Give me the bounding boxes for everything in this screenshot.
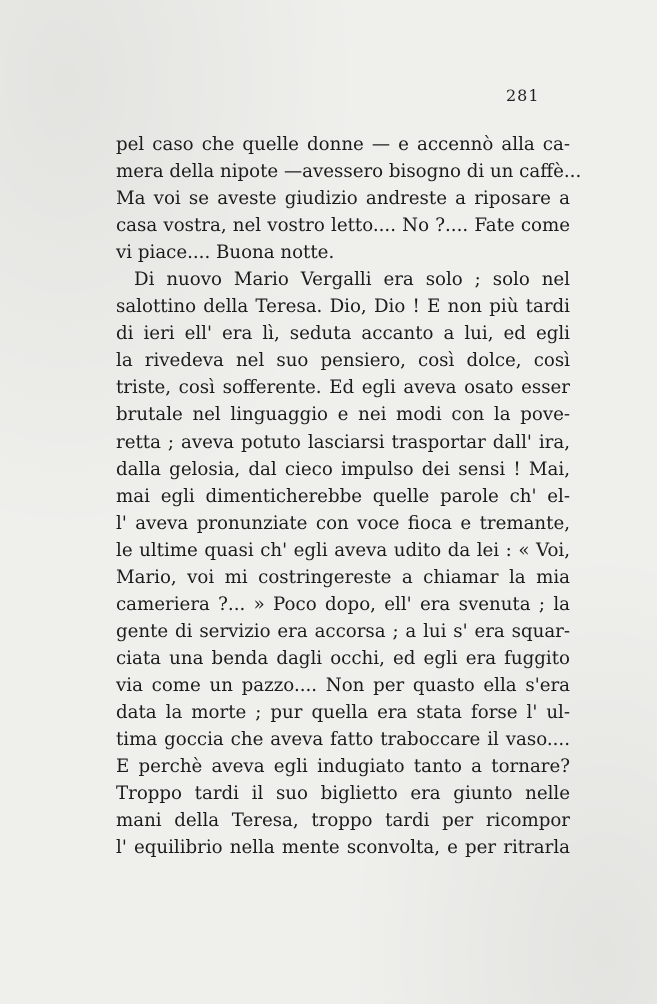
text-line: Ma voi se aveste giudizio andreste a riposare a: [116, 188, 570, 210]
text-line: data la morte ; pur quella era stata forse l' ul-: [116, 701, 570, 723]
text-line: brutale nel linguaggio e nei modi con la pove-: [116, 404, 570, 426]
body-text: [116, 131, 582, 861]
text-line: ciata una benda dagli occhi, ed egli era fuggito: [116, 647, 570, 669]
text-line: l' aveva pronunziate con voce fioca e tremante,: [116, 512, 570, 534]
page-number: 281: [506, 86, 540, 105]
text-line: via come un pazzo.... Non per quasto ella s'era: [116, 674, 570, 696]
text-line: le ultime quasi ch' egli aveva udito da lei : « Voi,: [116, 539, 570, 561]
text-line: pel caso che quelle donne — e accennò alla ca-: [116, 134, 570, 155]
text-line: casa vostra, nel vostro letto.... No ?.... Fate come: [116, 215, 570, 237]
text-line: l' equilibrio nella mente sconvolta, e per ritrarla: [116, 837, 570, 859]
text-line: retta ; aveva potuto lasciarsi trasportar dall' ira,: [116, 431, 570, 453]
text-line: di ieri ell' era lì, seduta accanto a lui, ed egli: [116, 323, 570, 345]
text-line: cameriera ?... » Poco dopo, ell' era svenuta ; la: [116, 593, 570, 615]
text-line: Troppo tardi il suo biglietto era giunto nelle: [116, 783, 570, 805]
text-line: vi piace.... Buona notte.: [116, 242, 335, 264]
text-line: dalla gelosia, dal cieco impulso dei sensi ! Mai,: [116, 458, 570, 480]
text-line: tima goccia che aveva fatto traboccare il vaso....: [116, 729, 570, 751]
paragraph-start-line: Di nuovo Mario Vergalli era solo ; solo nel: [134, 269, 570, 291]
text-line: la rivedeva nel suo pensiero, così dolce, così: [116, 350, 570, 372]
text-line: salottino della Teresa. Dio, Dio ! E non più tardi: [116, 296, 570, 318]
text-line: mera della nipote —avessero bisogno di un caffè...: [116, 161, 582, 183]
text-line: Mario, voi mi costringereste a chiamar la mia: [116, 566, 570, 588]
text-line: triste, così sofferente. Ed egli aveva osato esser: [116, 377, 570, 399]
text-line: E perchè aveva egli indugiato tanto a tornare?: [116, 756, 570, 778]
text-line: mani della Teresa, troppo tardi per ricompor: [116, 810, 570, 832]
text-line: gente di servizio era accorsa ; a lui s' era squar-: [116, 620, 570, 642]
text-line: mai egli dimenticherebbe quelle parole ch' el-: [116, 485, 570, 507]
